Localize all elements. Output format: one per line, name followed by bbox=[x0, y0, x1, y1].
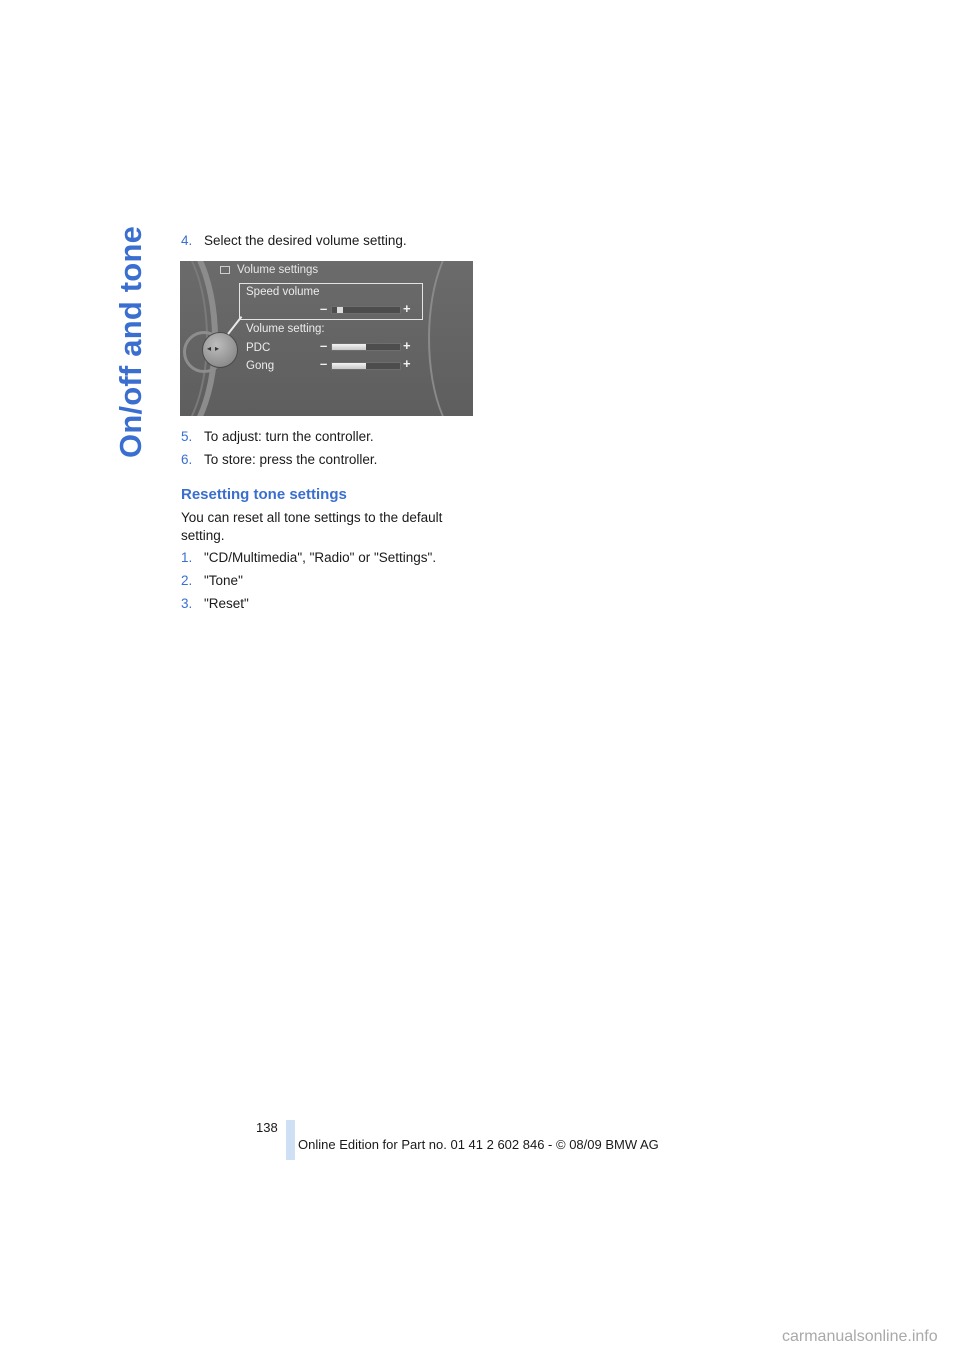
gong-label: Gong bbox=[246, 360, 275, 372]
step-number: 3. bbox=[181, 596, 193, 611]
step-text: Select the desired volume setting. bbox=[204, 233, 407, 248]
footer-edition: Online Edition for Part no. 01 41 2 602 846 - © 08/09 BMW AG bbox=[298, 1137, 659, 1152]
speed-volume-label: Speed volume bbox=[246, 286, 320, 298]
chapter-side-title: On/off and tone bbox=[113, 225, 148, 458]
speed-volume-plus[interactable]: + bbox=[403, 301, 411, 316]
step-number: 4. bbox=[181, 233, 193, 248]
step-number: 2. bbox=[181, 573, 193, 588]
footer-accent-bar bbox=[286, 1120, 295, 1160]
reset-step-3 bbox=[181, 595, 249, 613]
gong-slider-fill bbox=[332, 363, 366, 369]
step-4 bbox=[181, 232, 407, 250]
speed-volume-minus[interactable]: – bbox=[320, 301, 328, 316]
step-text: To adjust: turn the controller. bbox=[204, 429, 374, 444]
menu-icon bbox=[220, 266, 230, 274]
step-6 bbox=[181, 451, 377, 469]
step-text: "Reset" bbox=[204, 596, 249, 611]
page-number: 138 bbox=[256, 1120, 278, 1135]
step-5 bbox=[181, 428, 374, 446]
reset-step-2 bbox=[181, 572, 243, 590]
volume-setting-label: Volume setting: bbox=[246, 323, 325, 335]
gong-plus[interactable]: + bbox=[403, 356, 411, 371]
gong-minus[interactable]: – bbox=[320, 356, 328, 371]
controller-arrows-icon: ◂▸ bbox=[207, 344, 224, 353]
pdc-label: PDC bbox=[246, 342, 271, 354]
speed-volume-marker bbox=[337, 307, 343, 313]
speed-volume-slider[interactable] bbox=[331, 306, 401, 314]
step-text: "Tone" bbox=[204, 573, 243, 588]
watermark: carmanualsonline.info bbox=[782, 1328, 938, 1345]
pdc-plus[interactable]: + bbox=[403, 338, 411, 353]
screen-title: Volume settings bbox=[237, 264, 319, 276]
step-number: 1. bbox=[181, 550, 193, 565]
volume-settings-screenshot bbox=[180, 261, 473, 416]
gong-slider[interactable] bbox=[331, 362, 401, 370]
step-text: To store: press the controller. bbox=[204, 452, 378, 467]
section-intro: You can reset all tone settings to the default setting. bbox=[181, 510, 443, 543]
step-number: 6. bbox=[181, 452, 193, 467]
screen-frame-arc-right bbox=[428, 261, 473, 416]
section-heading: Resetting tone settings bbox=[181, 486, 347, 503]
step-text: "CD/Multimedia", "Radio" or "Settings". bbox=[204, 550, 437, 565]
pdc-minus[interactable]: – bbox=[320, 338, 328, 353]
step-number: 5. bbox=[181, 429, 193, 444]
pdc-slider-fill bbox=[332, 344, 366, 350]
reset-step-1 bbox=[181, 549, 436, 567]
pdc-slider[interactable] bbox=[331, 343, 401, 351]
